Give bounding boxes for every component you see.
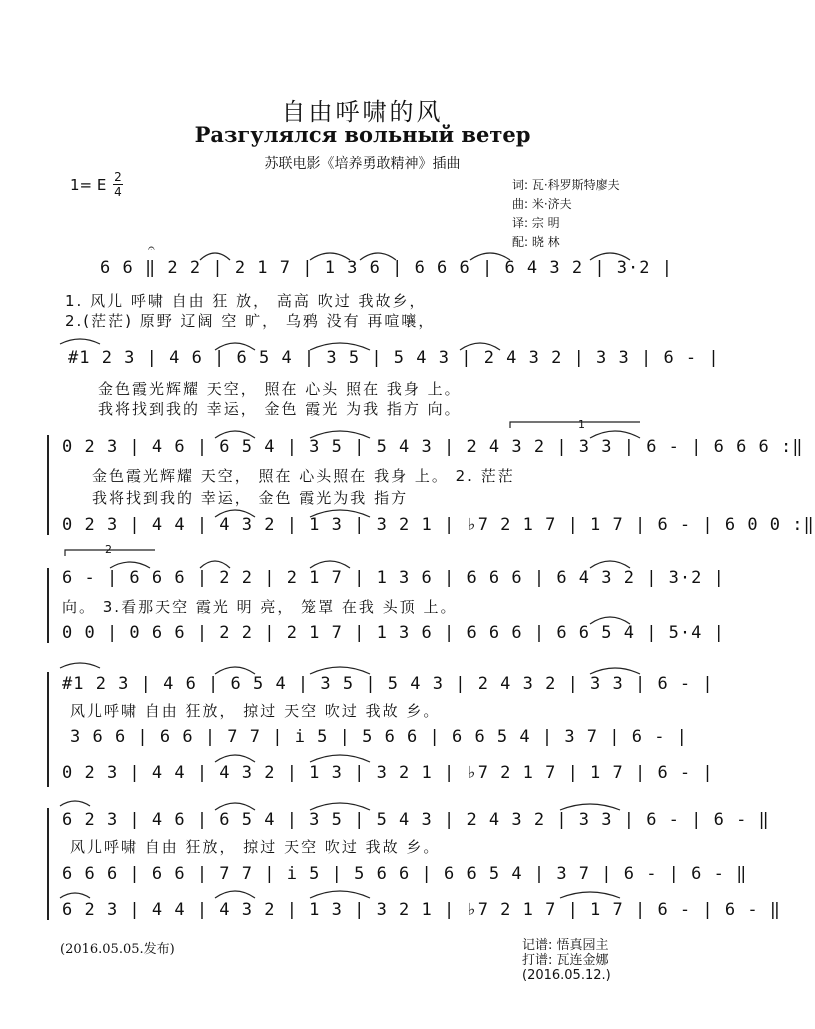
credits <box>512 176 620 252</box>
system6-notes-upper: 6 2 3 | 4 6 | 6 5 4 | 3 5 | 5 4 3 | 2 4 3 2 | 3 3 | 6 - | 6 - ‖ <box>62 810 770 830</box>
time-signature-bottom: 4 <box>114 185 122 199</box>
typeset-date: (2016.05.12.) <box>522 968 611 983</box>
system4-notes-upper: 6 - | 6 6 6 | 2 2 | 2 1 7 | 1 3 6 | 6 6 6 | 6 4 3 2 | 3·2 | <box>62 568 725 588</box>
svg-text:𝄐: 𝄐 <box>148 241 155 255</box>
system6-brace <box>47 808 49 920</box>
system5-notes-middle: 3 6 6 | 6 6 | 7 7 | i 5 | 5 6 6 | 6 6 5 4 | 3 7 | 6 - | <box>70 727 688 747</box>
system2-lyric-verse1: 金色霞光辉耀 天空， 照在 心头 照在 我身 上。 <box>98 380 462 398</box>
system2-notes: #1 2 3 | 4 6 | 6 5 4 | 3 5 | 5 4 3 | 2 4 3 2 | 3 3 | 6 - | <box>68 348 720 368</box>
system6-lyric: 风儿呼啸 自由 狂放， 掠过 天空 吹过 我故 乡。 <box>70 838 441 856</box>
time-signature-top: 2 <box>114 170 122 184</box>
system4-lyric: 向。 3.看那天空 霞光 明 亮， 笼罩 在我 头顶 上。 <box>62 598 458 616</box>
film-caption: 苏联电影《培养勇敢精神》插曲 <box>264 156 461 172</box>
russian-title: Разгулялся вольный ветер <box>194 122 531 147</box>
system6-notes-lower: 6 2 3 | 4 4 | 4 3 2 | 1 3 | 3 2 1 | ♭7 2 1 7 | 1 7 | 6 - | 6 - ‖ <box>62 900 782 920</box>
footer-credits <box>522 938 611 983</box>
system1-notes: 6 6 ‖ 2 2 | 2 1 7 | 1 3 6 | 6 6 6 | 6 4 3 2 | 3·2 | <box>100 258 673 278</box>
system4-brace <box>47 568 49 643</box>
system3-lyric-verse1: 金色霞光辉耀 天空， 照在 心头照在 我身 上。 2. 茫茫 <box>92 467 515 485</box>
system1-lyric-verse1: 1. 风儿 呼啸 自由 狂 放， 高高 吹过 我故乡， <box>65 292 427 310</box>
credit-composer: 曲: 米·济夫 <box>512 197 572 211</box>
credit-arranger: 配: 晓 林 <box>512 235 560 249</box>
notation-credit: 记谱: 悟真园主 <box>522 938 609 953</box>
time-signature <box>113 171 123 198</box>
credit-lyricist: 词: 瓦·科罗斯特廖夫 <box>512 178 620 192</box>
system5-brace <box>47 672 49 787</box>
volta-1-label: 1 <box>578 418 585 431</box>
key-signature: 1= E <box>70 176 107 194</box>
publish-date: (2016.05.05.发布) <box>60 942 175 957</box>
system3-brace <box>47 435 49 535</box>
credit-translator: 译: 宗 明 <box>512 216 560 230</box>
volta-2-label: 2 <box>105 543 112 556</box>
system6-notes-middle: 6 6 6 | 6 6 | 7 7 | i 5 | 5 6 6 | 6 6 5 4 | 3 7 | 6 - | 6 - ‖ <box>62 864 748 884</box>
song-title: 自由呼啸的风 <box>281 98 444 126</box>
system5-lyric: 风儿呼啸 自由 狂放， 掠过 天空 吹过 我故 乡。 <box>70 702 441 720</box>
system5-notes-lower: 0 2 3 | 4 4 | 4 3 2 | 1 3 | 3 2 1 | ♭7 2 1 7 | 1 7 | 6 - | <box>62 763 714 783</box>
system2-lyric-verse2: 我将找到我的 幸运， 金色 霞光 为我 指方 向。 <box>98 400 462 418</box>
system3-notes-upper: 0 2 3 | 4 6 | 6 5 4 | 3 5 | 5 4 3 | 2 4 3 2 | 3 3 | 6 - | 6 6 6 :‖ <box>62 437 804 457</box>
typeset-credit: 打谱: 瓦连金娜 <box>522 953 609 968</box>
system4-notes-lower: 0 0 | 0 6 6 | 2 2 | 2 1 7 | 1 3 6 | 6 6 6 | 6 6 5 4 | 5·4 | <box>62 623 725 643</box>
system5-notes-upper: #1 2 3 | 4 6 | 6 5 4 | 3 5 | 5 4 3 | 2 4 3 2 | 3 3 | 6 - | <box>62 674 714 694</box>
system3-notes-lower: 0 2 3 | 4 4 | 4 3 2 | 1 3 | 3 2 1 | ♭7 2 1 7 | 1 7 | 6 - | 6 0 0 :‖ <box>62 515 815 535</box>
system1-lyric-verse2: 2.(茫茫) 原野 辽阔 空 旷， 乌鸦 没有 再喧嚷， <box>65 312 436 330</box>
system3-lyric-verse2: 我将找到我的 幸运， 金色 霞光为我 指方 <box>92 489 409 507</box>
